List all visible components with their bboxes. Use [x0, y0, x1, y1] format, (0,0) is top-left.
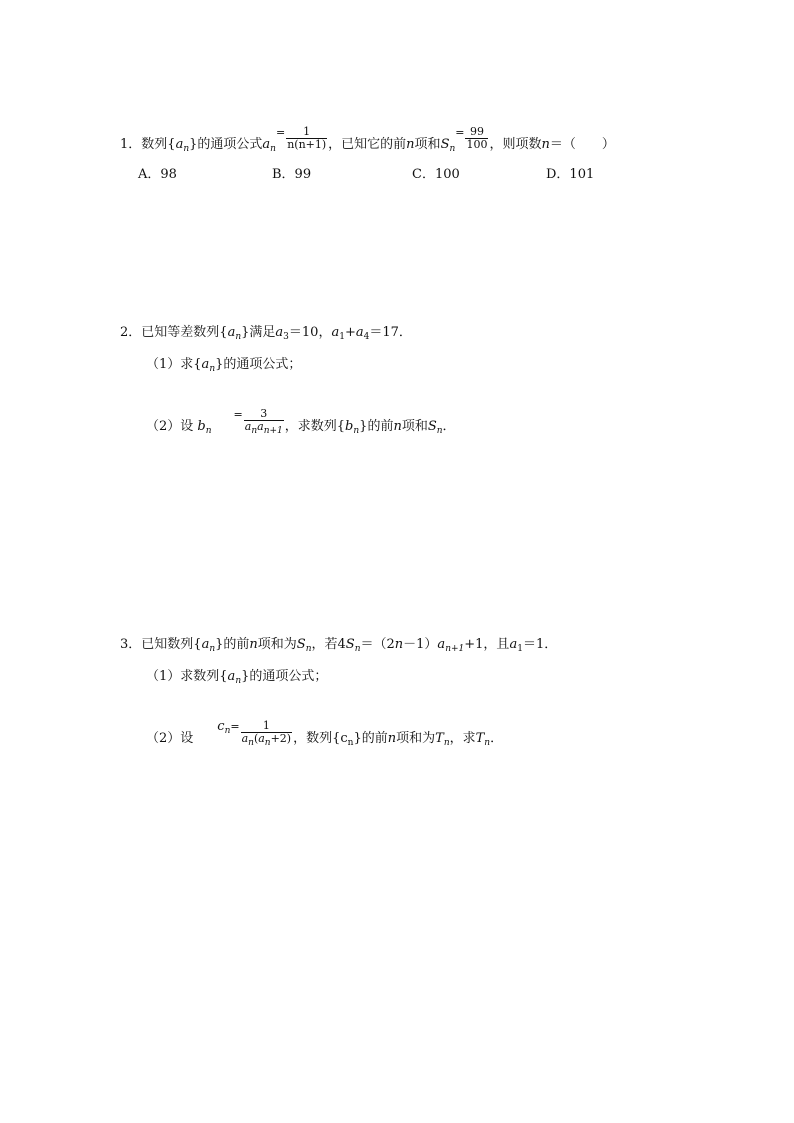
- question-2-part-1: （1）求$\{a_n\}$的通项公式；: [146, 357, 302, 374]
- fraction: $\frac{1}{n(n+1)}$: [287, 125, 327, 151]
- question-3-part-1: （1）求数列$\{a_n\}$的通项公式；: [146, 669, 328, 686]
- question-2-part-2: （2）设 $b_n^=$ $\frac{3}{a_na_{n+1}}$ ，求数列$\{b_n\}$的前n项和$S_n$．: [146, 407, 456, 436]
- question-number: 1．: [120, 137, 142, 152]
- question-2: 2．已知等差数列$\{a_n\}$满足$a_3=10$，$a_1+a_4=17$．: [120, 325, 412, 342]
- option-d: D．101: [546, 167, 595, 182]
- question-1: 1．数列$\{a_n\}$的通项公式$a_n^=$ $\frac{1}{n(n+1)}$ ，已知它的前n项和$S_n^=$ $\frac{99}{100}$ ，则项数n＝（ ）: [120, 125, 615, 154]
- question-3: 3．已知数列$\{a_n\}$的前n项和为$S_n$，若$4S_n=(2n-1)a_{n+1}+1$，且$a_1=1$．: [120, 637, 558, 654]
- question-number: 2．: [120, 325, 142, 340]
- option-c: C．100: [412, 167, 460, 182]
- fraction: $\frac{3}{a_na_{n+1}}$: [244, 407, 283, 436]
- fraction: $\frac{99}{100}$: [466, 125, 488, 151]
- question-3-part-2: （2）设$c_n^=$ $\frac{1}{a_n(a_n+2)}$ ，数列$\{c_n\}$的前n项和为$T_n$，求$T_n$．: [146, 719, 504, 748]
- option-a: A．98: [138, 167, 177, 182]
- option-b: B．99: [272, 167, 312, 182]
- question-number: 3．: [120, 637, 142, 652]
- fraction: $\frac{1}{a_n(a_n+2)}$: [241, 719, 292, 748]
